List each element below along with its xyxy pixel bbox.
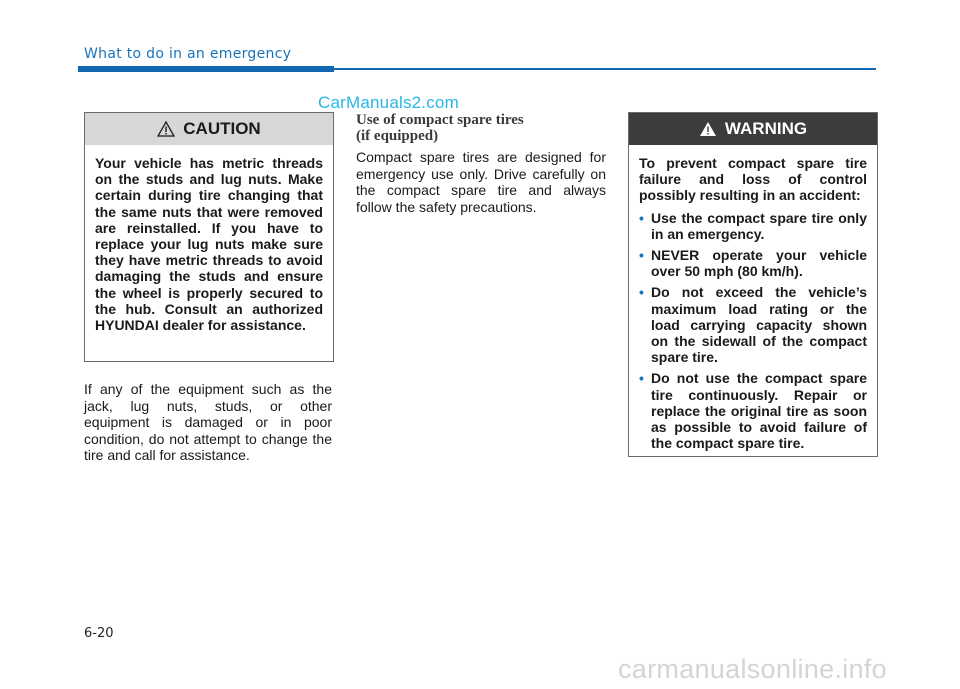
compact-spare-heading <box>356 112 606 144</box>
warning-list-item: • Do not use the compact spare tire continuously. Repair or replace the original tire as soon as possible to avoid failure of the compact spare tire. <box>639 370 867 452</box>
warning-header <box>629 113 877 145</box>
bullet-icon: • <box>639 247 644 264</box>
equipment-notice-text: If any of the equipment such as the jack, lug nuts, studs, or other equipment is damaged or in poor condition, do not attempt to change the tire and call for assistance. <box>84 381 332 463</box>
caution-body: Your vehicle has metric threads on the studs and lug nuts. Make certain during tire changing that the same nuts that were removed are reinstalled. If you have to replace your lug nuts make sure they have metric threads to avoid damaging the studs and ensure the wheel is properly secured to the hub. Consult an authorized HYUNDAI dealer for assistance. <box>95 155 323 334</box>
warning-title: WARNING <box>724 119 808 138</box>
warning-triangle-icon <box>699 121 717 137</box>
bullet-icon: • <box>639 284 644 301</box>
bullet-icon: • <box>639 209 644 226</box>
warning-intro: To prevent compact spare tire failure and loss of control possibly resulting in an accident: <box>639 155 867 204</box>
section-title: What to do in an emergency <box>84 46 292 62</box>
warning-list-item: • Use the compact spare tire only in an emergency. <box>639 209 867 242</box>
caution-header <box>85 113 333 145</box>
compact-spare-heading-line2: (if equipped) <box>356 128 439 144</box>
warning-box <box>628 112 878 457</box>
watermark-link[interactable]: CarManuals2.com <box>318 93 459 112</box>
warning-body <box>629 145 877 464</box>
warning-list-item: • NEVER operate your vehicle over 50 mph (80 km/h). <box>639 247 867 280</box>
header-rule-thin <box>334 68 876 70</box>
compact-spare-heading-line1: Use of compact spare tires <box>356 112 524 128</box>
caution-title: CAUTION <box>183 119 261 138</box>
header-rule-thick <box>78 66 334 72</box>
caution-triangle-icon <box>157 121 175 137</box>
compact-spare-body: Compact spare tires are designed for emergency use only. Drive carefully on the compact spare tire and always follow the safety precautions. <box>356 149 606 215</box>
page-number: 6-20 <box>84 626 114 641</box>
warning-list-item: • Do not exceed the vehicle’s maximum load rating or the load carrying capacity shown on the sidewall of the compact spare tire. <box>639 284 867 366</box>
bullet-icon: • <box>639 370 644 387</box>
warning-list <box>639 210 867 452</box>
footer-watermark: carmanualsonline.info <box>618 654 887 684</box>
caution-box <box>84 112 334 362</box>
